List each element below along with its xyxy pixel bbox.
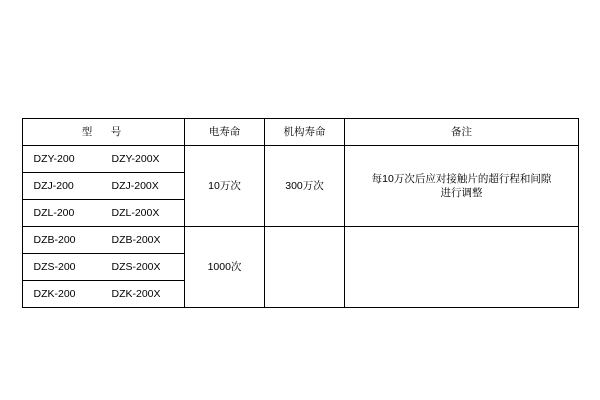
- model-cell: [23, 200, 185, 227]
- table-row: [23, 227, 579, 254]
- remark-group-2: [345, 227, 579, 308]
- column-header-electrical-life: 电寿命: [185, 119, 265, 146]
- model-cell: [23, 281, 185, 308]
- table-header-row: [23, 119, 579, 146]
- model-code-primary: DZK-200: [33, 287, 76, 300]
- model-cell: [23, 173, 185, 200]
- remark-line-1: 每10万次后应对接触片的超行程和间隙: [371, 172, 552, 185]
- model-code-variant: DZJ-200X: [111, 179, 159, 192]
- mechanical-life-group-2: [265, 227, 345, 308]
- electrical-life-group-2: 1000次: [185, 227, 265, 308]
- model-cell: [23, 227, 185, 254]
- model-code-primary: DZY-200: [33, 152, 75, 165]
- model-code-primary: DZL-200: [33, 206, 75, 219]
- model-cell: [23, 146, 185, 173]
- model-code-primary: DZJ-200: [33, 179, 74, 192]
- column-header-mechanical-life: 机构寿命: [265, 119, 345, 146]
- model-code-variant: DZB-200X: [111, 233, 161, 246]
- model-code-variant: DZK-200X: [111, 287, 161, 300]
- model-code-variant: DZY-200X: [111, 152, 160, 165]
- column-header-model: 型 号: [23, 119, 185, 146]
- model-code-primary: DZB-200: [33, 233, 76, 246]
- specification-table: [22, 118, 579, 308]
- table-row: [23, 146, 579, 173]
- remark-line-2: 进行调整: [440, 187, 483, 199]
- model-cell: [23, 254, 185, 281]
- spec-table-container: [22, 118, 578, 308]
- model-code-variant: DZL-200X: [111, 206, 160, 219]
- mechanical-life-group-1: 300万次: [265, 146, 345, 227]
- model-code-variant: DZS-200X: [111, 260, 161, 273]
- column-header-remark: 备注: [345, 119, 579, 146]
- remark-group-1: [345, 146, 579, 227]
- electrical-life-group-1: 10万次: [185, 146, 265, 227]
- model-code-primary: DZS-200: [33, 260, 76, 273]
